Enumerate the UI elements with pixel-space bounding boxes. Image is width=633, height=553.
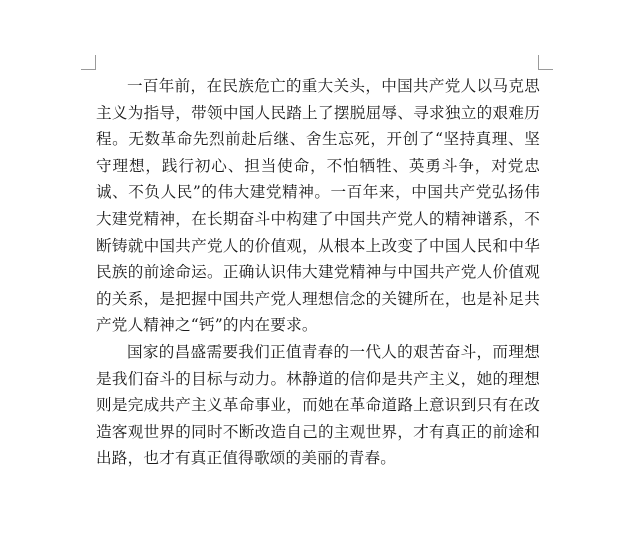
paragraph-1: 一百年前，在民族危亡的重大关头，中国共产党人以马克思主义为指导，带领中国人民踏上了摆脱屈辱、寻求独立的艰难历程。无数革命先烈前赴后继、舍生忘死，开创了“坚持真理、坚守理想，践行初心、担当使命，不怕牺牲、英勇斗争，对党忠诚、不负人民”的伟大建党精神。一百年来，中国共产党弘扬伟大建党精神，在长期奋斗中构建了中国共产党人的精神谱系，不断铸就中国共产党人的价值观，从根本上改变了中国人民和中华民族的前途命运。正确认识伟大建党精神与中国共产党人价值观的关系，是把握中国共产党人理想信念的关键所在，也是补足共产党人精神之“钙”的内在要求。 xyxy=(96,77,540,335)
paragraph-2: 国家的昌盛需要我们正值青春的一代人的艰苦奋斗，而理想是我们奋斗的目标与动力。林静道的信仰是共产主义，她的理想则是完成共产主义革命事业，而她在革命道路上意识到只有在改造客观世界的同时不断改造自己的主观世界，才有真正的前途和出路，也才有真正值得歌颂的美丽的青春。 xyxy=(96,342,540,468)
document-body[interactable] xyxy=(96,73,540,472)
top-left-margin-mark xyxy=(81,55,96,70)
top-right-margin-mark xyxy=(538,55,553,70)
